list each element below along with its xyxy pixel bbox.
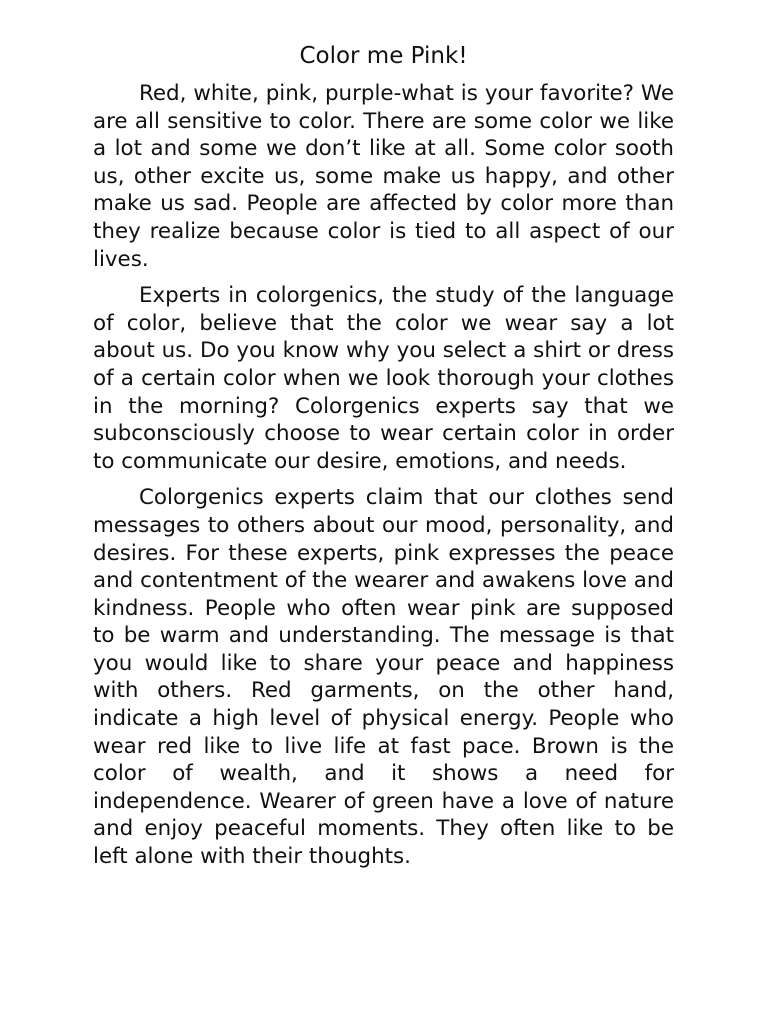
paragraph-3: Colorgenics experts claim that our clothes send messages to others about our mood, personality, and desires. For these experts, pink expresses the peace and contentment of the wearer and awakens love and kindness. People who often wear pink are supposed to be warm and understanding. The message is that you would like to share your peace and happiness with others. Red garments, on the other hand, indicate a high level of physical energy. People who wear red like to live life at fast pace. Brown is the color of wealth, and it shows a need for independence. Wearer of green have a love of nature and enjoy peaceful moments. They often like to be left alone with their thoughts. bbox=[93, 485, 674, 870]
paragraph-1: Red, white, pink, purple-what is your favorite? We are all sensitive to color. There are some color we like a lot and some we don’t like at all. Some color sooth us, other excite us, some make us happy, and other make us sad. People are affected by color more than they realize because color is tied to all aspect of our lives. bbox=[93, 81, 674, 272]
document-title: Color me Pink! bbox=[299, 43, 468, 69]
paragraph-2: Experts in colorgenics, the study of the language of color, believe that the color we wear say a lot about us. Do you know why you select a shirt or dress of a certain color when we look thorough your clothes in the morning? Colorgenics experts say that we subconsciously choose to wear certain color in order to communicate our desire, emotions, and needs. bbox=[93, 283, 674, 474]
document-page bbox=[93, 40, 674, 880]
